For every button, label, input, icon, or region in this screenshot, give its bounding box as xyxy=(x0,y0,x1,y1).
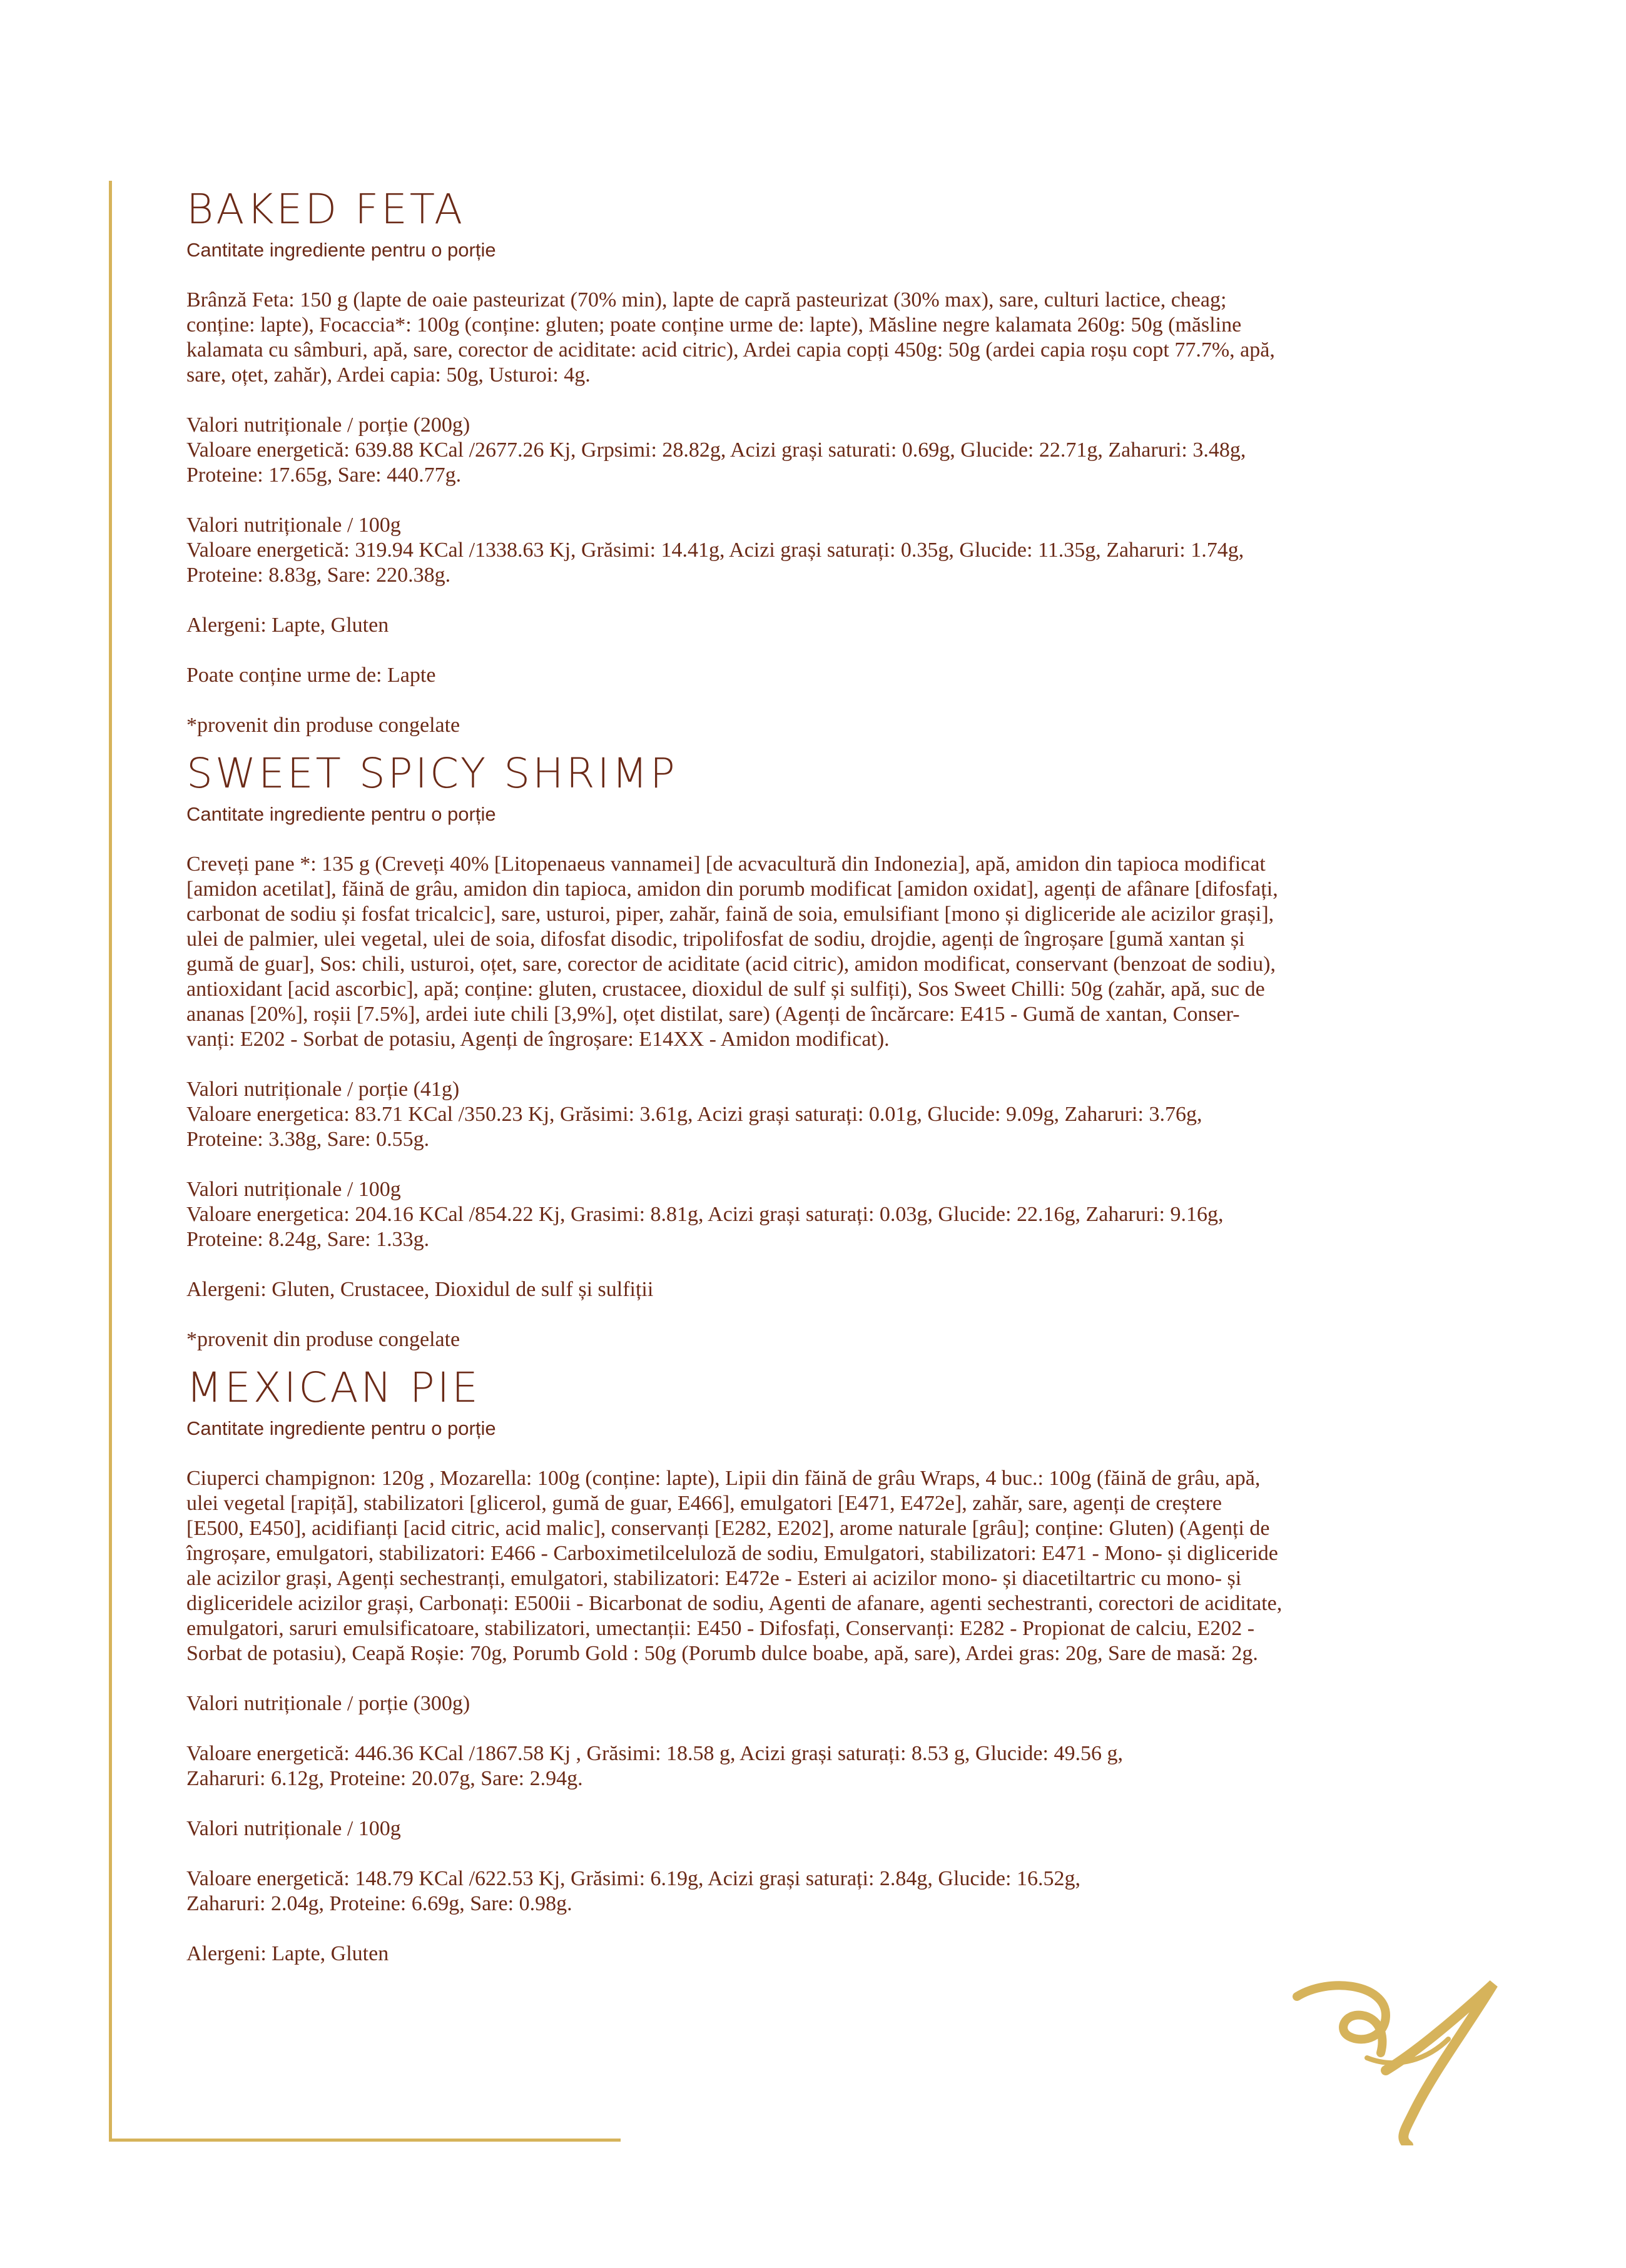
text-line: ale acizilor grași, Agenți sechestranți, emulgatori, stabilizatori: E472e - Esteri ai acizilor mono- și diacetiltartric cu mono- și xyxy=(186,1567,1242,1590)
section-baked-feta xyxy=(186,185,1475,738)
text-line: Valoare energetică: 319.94 KCal /1338.63 Kj, Grăsimi: 14.41g, Acizi grași saturați: 0.35g, Glucide: 11.35g, Zaharuri: 1.74g, xyxy=(186,539,1244,562)
text-line: digliceridele acizilor grași, Carbonați: E500ii - Bicarbonat de sodiu, Agenti de afanare, agenti sechestranti, corectori de aciditate, xyxy=(186,1592,1283,1615)
text-line: Valoare energetică: 148.79 KCal /622.53 Kj, Grăsimi: 6.19g, Acizi grași saturați: 2.84g, Glucide: 16.52g, xyxy=(186,1867,1080,1890)
text-line: ananas [20%], roșii [7.5%], ardei iute chili [3,9%], oțet distilat, sare) (Agenți de încărcare: E415 - Gumă de xantan, Conser- xyxy=(186,1003,1240,1026)
nutrition-100g xyxy=(186,513,1475,588)
frozen-note: *provenit din produse congelate xyxy=(186,714,460,737)
nutrition-portion-title: Valori nutriționale / porție (300g) xyxy=(186,1692,470,1715)
text-line: vanți: E202 - Sorbat de potasiu, Agenți de îngroșare: E14XX - Amidon modificat). xyxy=(186,1028,890,1051)
allergens: Alergeni: Gluten, Crustacee, Dioxidul de sulf și sulfiții xyxy=(186,1278,654,1301)
text-line: Proteine: 17.65g, Sare: 440.77g. xyxy=(186,463,462,487)
gold-frame-bottom-line xyxy=(109,2139,621,2142)
section-subtitle: Cantitate ingrediente pentru o porție xyxy=(186,1417,496,1439)
text-line: Proteine: 8.24g, Sare: 1.33g. xyxy=(186,1228,430,1251)
text-line: Proteine: 3.38g, Sare: 0.55g. xyxy=(186,1128,430,1151)
traces: Poate conține urme de: Lapte xyxy=(186,664,436,687)
gold-frame-left-line xyxy=(109,181,112,2142)
text-line: Zaharuri: 6.12g, Proteine: 20.07g, Sare: 2.94g. xyxy=(186,1767,583,1790)
section-title: MEXICAN PIE xyxy=(186,1364,480,1412)
ingredients-paragraph xyxy=(186,288,1475,388)
section-title: BAKED FETA xyxy=(186,185,465,233)
menu-content xyxy=(186,185,1475,1992)
text-line: antioxidant [acid ascorbic], apă; conține: gluten, crustacee, dioxidul de sulf și sulfiți), Sos Sweet Chilli: 50g (zahăr, apă, suc de xyxy=(186,978,1265,1001)
text-line: Valoare energetică: 639.88 KCal /2677.26 Kj, Grpsimi: 28.82g, Acizi grași saturati: 0.69g, Glucide: 22.71g, Zaharuri: 3.48g, xyxy=(186,438,1246,462)
text-line: Zaharuri: 2.04g, Proteine: 6.69g, Sare: 0.98g. xyxy=(186,1892,572,1915)
nutrition-100g-title: Valori nutriționale / 100g xyxy=(186,1817,401,1840)
text-line: Proteine: 8.83g, Sare: 220.38g. xyxy=(186,564,451,587)
text-line: carbonat de sodiu și fosfat tricalcic], sare, usturoi, piper, zahăr, faină de soia, emulsifiant [mono și digliceride ale acizilor grași], xyxy=(186,903,1274,926)
text-line: Valori nutriționale / 100g xyxy=(186,1178,401,1201)
nutrition-portion xyxy=(186,1077,1475,1152)
nutrition-100g xyxy=(186,1866,1475,1916)
nutrition-portion xyxy=(186,413,1475,488)
nutrition-portion xyxy=(186,1741,1475,1791)
text-line: Valori nutriționale / 100g xyxy=(186,514,401,537)
text-line: conține: lapte), Focaccia*: 100g (conține: gluten; poate conține urme de: lapte), Măsline negre kalamata 260g: 50g (măsline xyxy=(186,313,1242,337)
text-line: Valori nutriționale / porție (200g) xyxy=(186,413,470,437)
frozen-note: *provenit din produse congelate xyxy=(186,1328,460,1351)
allergens: Alergeni: Lapte, Gluten xyxy=(186,1942,389,1965)
section-sweet-spicy-shrimp xyxy=(186,749,1475,1352)
section-subtitle: Cantitate ingrediente pentru o porție xyxy=(186,239,496,261)
text-line: Ciuperci champignon: 120g , Mozarella: 100g (conține: lapte), Lipii din făină de grâu Wraps, 4 buc.: 100g (făină de grâu, apă, xyxy=(186,1467,1261,1490)
text-line: Valoare energetica: 83.71 KCal /350.23 Kj, Grăsimi: 3.61g, Acizi grași saturați: 0.01g, Glucide: 9.09g, Zaharuri: 3.76g, xyxy=(186,1103,1202,1126)
text-line: sare, oțet, zahăr), Ardei capia: 50g, Usturoi: 4g. xyxy=(186,363,591,387)
text-line: [E500, E450], acidifianți [acid citric, acid malic], conservanți [E282, E202], arome naturale [grâu]; conține: Gluten) (Agenți de xyxy=(186,1517,1270,1540)
text-line: gumă de guar], Sos: chili, usturoi, oțet, sare, corector de aciditate (acid citric), amidon modificat, conservant (benzoat de sodiu), xyxy=(186,953,1276,976)
allergens: Alergeni: Lapte, Gluten xyxy=(186,614,389,637)
text-line: Valoare energetică: 446.36 KCal /1867.58 Kj , Grăsimi: 18.58 g, Acizi grași saturați: 8.53 g, Glucide: 49.56 g, xyxy=(186,1742,1123,1765)
text-line: îngroșare, emulgatori, stabilizatori: E466 - Carboximetilceluloză de sodiu, Emulgatori, stabilizatori: E471 - Mono- și digliceride xyxy=(186,1542,1278,1565)
text-line: Creveți pane *: 135 g (Creveți 40% [Litopenaeus vannamei] [de acvacultură din Indonezia], apă, amidon din tapioca modificat xyxy=(186,853,1266,876)
text-line: [amidon acetilat], făină de grâu, amidon din tapioca, amidon din porumb modificat [amidon oxidat], agenți de afânare [difosfați, xyxy=(186,878,1278,901)
text-line: ulei de palmier, ulei vegetal, ulei de soia, difosfat disodic, tripolifosfat de sodiu, drojdie, agenți de îngroșare [gumă xantan și xyxy=(186,928,1245,951)
text-line: Sorbat de potasiu), Ceapă Roșie: 70g, Porumb Gold : 50g (Porumb dulce boabe, apă, sare), Ardei gras: 20g, Sare de masă: 2g. xyxy=(186,1642,1258,1665)
text-line: Valoare energetica: 204.16 KCal /854.22 Kj, Grasimi: 8.81g, Acizi grași saturați: 0.03g, Glucide: 22.16g, Zaharuri: 9.16g, xyxy=(186,1203,1224,1226)
section-mexican-pie xyxy=(186,1364,1475,1967)
ingredients-paragraph xyxy=(186,852,1475,1052)
nutrition-100g xyxy=(186,1177,1475,1252)
text-line: ulei vegetal [rapiță], stabilizatori [glicerol, gumă de guar, E466], emulgatori [E471, E472e], zahăr, sare, agenți de creștere xyxy=(186,1492,1222,1515)
section-title: SWEET SPICY SHRIMP xyxy=(186,749,678,797)
text-line: kalamata cu sâmburi, apă, sare, corector de aciditate: acid citric), Ardei capia copți 450g: 50g (ardei capia roșu copt 77.7%, apă, xyxy=(186,338,1275,362)
text-line: Brânză Feta: 150 g (lapte de oaie pasteurizat (70% min), lapte de capră pasteurizat (30% max), sare, culturi lactice, cheag; xyxy=(186,288,1227,311)
text-line: emulgatori, saruri emulsificatoare, stabilizatori, umectanții: E450 - Difosfați, Conservanți: E282 - Propionat de calciu, E202 - xyxy=(186,1617,1255,1640)
gold-monogram-logo xyxy=(1292,1977,1505,2145)
text-line: Valori nutriționale / porție (41g) xyxy=(186,1078,460,1101)
section-subtitle: Cantitate ingrediente pentru o porție xyxy=(186,803,496,825)
ingredients-paragraph xyxy=(186,1466,1475,1666)
